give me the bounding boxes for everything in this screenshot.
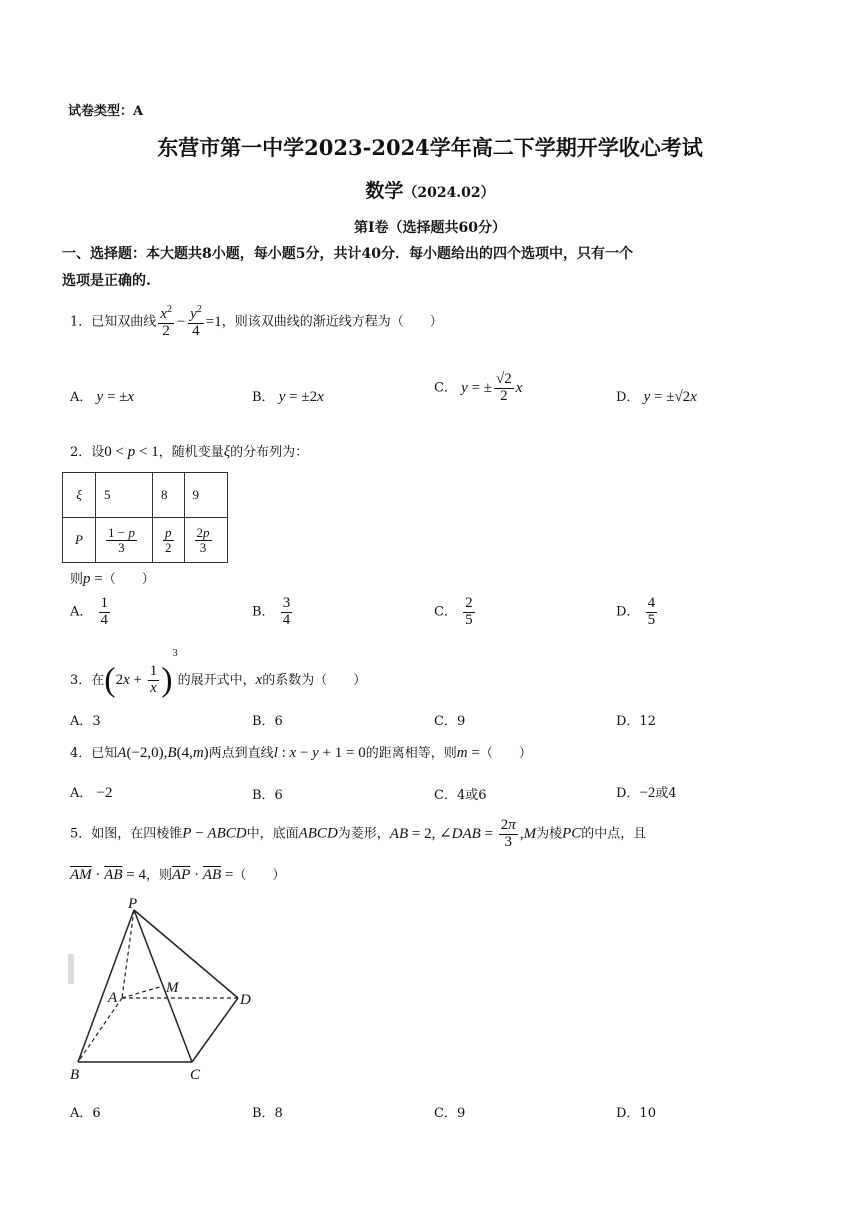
label-c: C <box>190 1067 201 1083</box>
question-1 <box>70 305 443 340</box>
q4-option-a: A． −2 <box>70 785 113 801</box>
q3-binomial: (2x + $\frac{1}{x}$ )$^3$ <box>104 648 178 699</box>
q5-option-b: B．8 <box>252 1106 283 1121</box>
edge-ab <box>78 998 122 1062</box>
q2-condition: 0 < p < 1 <box>104 444 159 460</box>
q1-equation: $\frac{x^2}{2}$ − $\frac{y^2}{4}$ =1 <box>160 304 222 339</box>
table-xi: ξ <box>63 473 96 518</box>
q1-option-d: D． y = ±√2x <box>616 389 697 405</box>
table-val-5: 5 <box>96 473 153 518</box>
part-title: 第Ⅰ卷（选择题共60分） <box>353 220 507 236</box>
table-p-3: $\frac{2p}{3}$ <box>184 518 227 563</box>
q4-option-b: B．6 <box>252 788 283 803</box>
table-p-2: $\frac{p}{2}$ <box>153 518 185 563</box>
table-val-9: 9 <box>184 473 227 518</box>
q1-prefix: 1．已知双曲线 <box>70 314 157 330</box>
q3-option-d: D．12 <box>616 714 656 729</box>
question-5-line-2: $\overline{AM} \cdot \overline{AB} = 4$，则$\overline{AP} \cdot \overline{AB}$ =（ ） <box>70 867 286 883</box>
question-2: 2．设0 < p < 1，随机变量ξ的分布列为： <box>70 444 309 460</box>
edge-pa <box>122 910 134 998</box>
label-a: A <box>108 990 118 1006</box>
table-p-1: $\frac{1 - p}{3}$ <box>96 518 153 563</box>
edge-pb <box>78 910 134 1062</box>
label-p: P <box>128 896 138 912</box>
q2-option-b: B． $\frac{3}{4}$ <box>252 595 291 628</box>
q4-option-d: D．−2或4 <box>616 785 677 801</box>
exam-title: 东营市第一中学2023-2024学年高二下学期开学收心考试 <box>157 135 703 160</box>
exam-date: （2024.02） <box>403 185 495 201</box>
q5-option-d: D．10 <box>616 1106 656 1121</box>
q3-option-b: B．6 <box>252 714 283 729</box>
q1-suffix: ，则该双曲线的渐近线方程为（ ） <box>221 314 443 330</box>
q3-option-c: C．9 <box>434 714 466 729</box>
q4-option-c: C．4或6 <box>434 788 487 803</box>
q2-option-a: A． $\frac{1}{4}$ <box>70 595 109 628</box>
question-3: 3．在(2x + $\frac{1}{x}$ )$^3$的展开式中，x的系数为（ ） <box>70 648 367 699</box>
q1-option-a: A． y = ±x <box>70 389 135 405</box>
label-m: M <box>166 980 179 996</box>
edge-cd <box>192 998 238 1062</box>
q2-option-c: C． $\frac{2}{5}$ <box>434 595 473 628</box>
segment-am <box>122 986 163 998</box>
section-intro-2: 选项是正确的. <box>62 273 151 289</box>
q2-option-d: D． $\frac{4}{5}$ <box>616 595 656 628</box>
table-val-8: 8 <box>153 473 185 518</box>
q1-option-c: C． y = ± $\frac{√2}{2}$ x <box>434 371 523 404</box>
scan-artifact <box>68 954 74 984</box>
question-5-line-1: 5．如图，在四棱锥P − ABCD中，底面ABCD为菱形，AB = 2, ∠DAB = $\frac{2\pi}{3}$ ,M为棱PC的中点，且 <box>70 817 647 850</box>
question-4: 4．已知A(−2,0),B(4,m)两点到直线l : x − y + 1 = 0的距离相等，则m =（ ） <box>70 745 532 761</box>
q3-option-a: A．3 <box>70 714 101 729</box>
label-d: D <box>240 992 251 1008</box>
edge-pd <box>134 910 238 998</box>
distribution-table <box>62 472 228 563</box>
subject-name: 数学 <box>365 180 404 202</box>
paper-type: 试卷类型：A <box>68 104 144 119</box>
table-p: P <box>63 518 96 563</box>
pyramid-figure <box>66 896 266 1086</box>
q1-option-b: B． y = ±2x <box>252 389 324 405</box>
q5-option-a: A．6 <box>70 1106 101 1121</box>
section-intro-1: 一、选择题：本大题共8小题，每小题5分，共计40分．每小题给出的四个选项中，只有一个 <box>62 246 633 262</box>
q2-ask: 则p =（ ） <box>70 571 155 587</box>
q5-option-c: C．9 <box>434 1106 466 1121</box>
subject-line <box>0 176 860 203</box>
label-b: B <box>70 1067 80 1083</box>
